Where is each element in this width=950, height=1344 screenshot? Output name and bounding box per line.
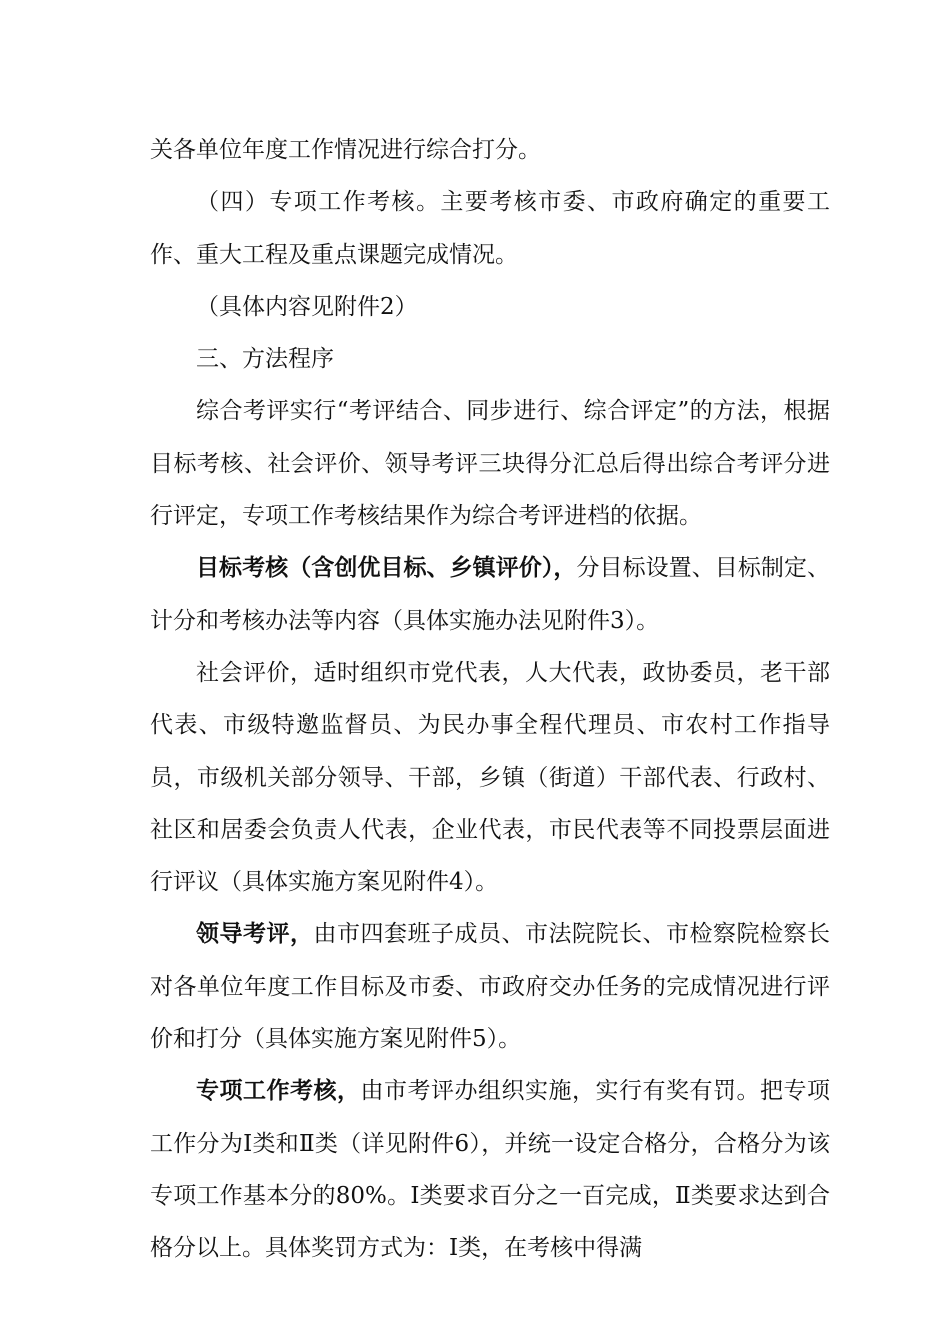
paragraph-8 [150,908,830,1065]
paragraph-5 [150,385,830,542]
paragraph-9 [150,1065,830,1274]
paragraph-text: 三、方法程序 [196,346,334,373]
paragraph-1 [150,124,830,176]
document-body [150,124,830,1275]
paragraph-text: （四）专项工作考核。主要考核市委、市政府确定的重要工作、重大工程及重点课题完成情况。 [150,189,830,268]
paragraph-text: 由市四套班子成员、市法院院长、市检察院检察长对各单位年度工作目标及市委、市政府交办任务的完成情况进行评价和打分（具体实施方案见附件5）。 [150,921,830,1053]
paragraph-3 [150,281,830,333]
paragraph-text: 分目标设置、目标制定、计分和考核办法等内容（具体实施办法见附件3）。 [150,555,831,634]
paragraph-text: （具体内容见附件2） [196,293,418,320]
paragraph-lead: 目标考核（含创优目标、乡镇评价）， [196,554,577,582]
paragraph-text: 综合考评实行“考评结合、同步进行、综合评定”的方法，根据目标考核、社会评价、领导考评三块得分汇总后得出综合考评分进行评定，专项工作考核结果作为综合考评进档的依据。 [150,398,830,530]
paragraph-lead: 领导考评， [196,920,314,948]
paragraph-text: 关各单位年度工作情况进行综合打分。 [150,137,541,163]
paragraph-lead: 专项工作考核， [196,1077,361,1105]
paragraph-text: 由市考评办组织实施，实行有奖有罚。把专项工作分为Ⅰ类和Ⅱ类（详见附件6），并统一设定合格分，合格分为该专项工作基本分的80%。Ⅰ类要求百分之一百完成，Ⅱ类要求达到合格分以上。具体奖罚方式为：Ⅰ类，在考核中得满 [150,1078,830,1262]
paragraph-text: 社会评价，适时组织市党代表，人大代表，政协委员，老干部代表、市级特邀监督员、为民办事全程代理员、市农村工作指导员，市级机关部分领导、干部，乡镇（街道）干部代表、行政村、社区和居委会负责人代表，企业代表，市民代表等不同投票层面进行评议（具体实施方案见附件4）。 [150,659,830,896]
paragraph-2 [150,176,830,281]
section-heading [150,333,830,385]
paragraph-6 [150,542,830,647]
paragraph-7 [150,647,830,908]
